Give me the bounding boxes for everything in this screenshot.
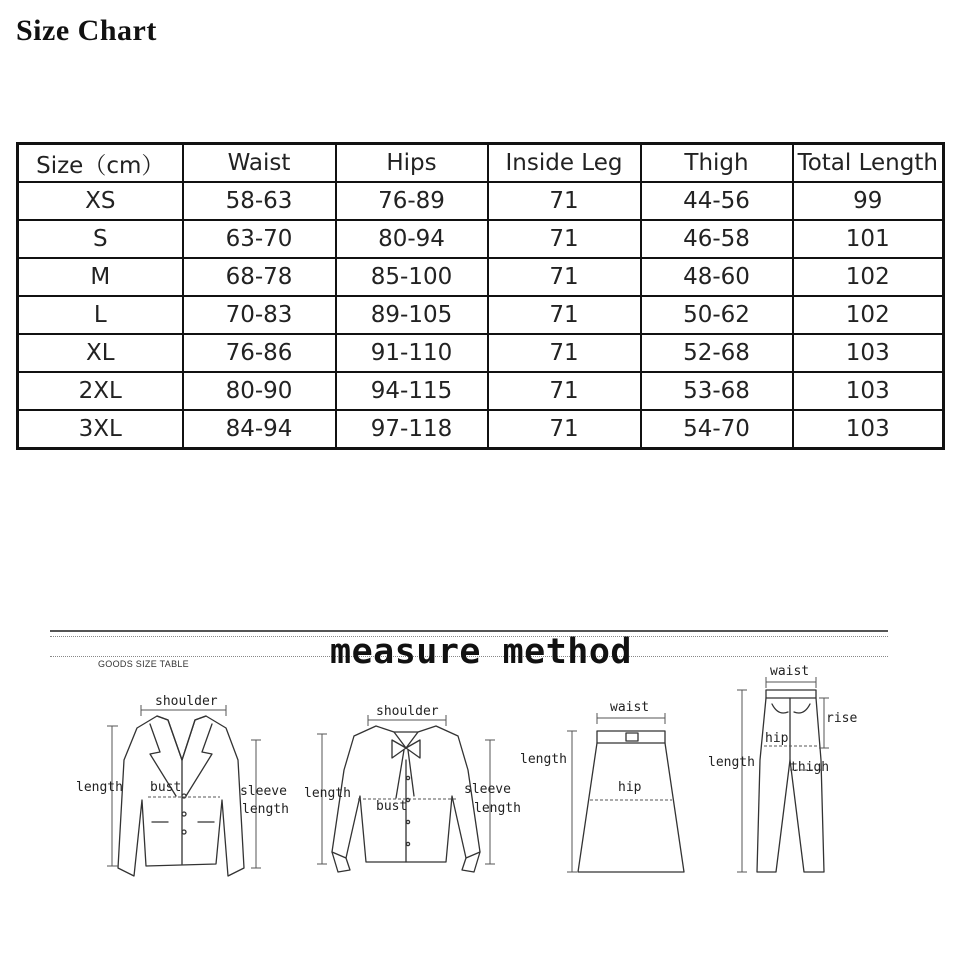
table-cell: 2XL — [18, 372, 183, 410]
table-cell: 71 — [488, 296, 641, 334]
table-cell: 71 — [488, 372, 641, 410]
table-cell: 97-118 — [336, 410, 488, 449]
table-cell: 58-63 — [183, 182, 336, 220]
jacket-shoulder-label: shoulder — [155, 694, 218, 709]
table-cell: 103 — [793, 410, 944, 449]
header-thigh: Thigh — [641, 144, 793, 183]
pants-thigh-label: thigh — [790, 760, 830, 775]
table-cell: XL — [18, 334, 183, 372]
blouse-length-label: length — [304, 786, 351, 801]
table-cell: 99 — [793, 182, 944, 220]
table-cell: XS — [18, 182, 183, 220]
table-cell: S — [18, 220, 183, 258]
table-cell: 53-68 — [641, 372, 793, 410]
table-cell: 102 — [793, 258, 944, 296]
jacket-sleeve-length-label: length — [242, 802, 289, 817]
skirt-waist-label: waist — [610, 700, 650, 715]
blouse-sleeve-length-label: length — [474, 801, 521, 816]
table-cell: L — [18, 296, 183, 334]
header-total-length: Total Length — [793, 144, 944, 183]
pants-waist-label: waist — [770, 664, 810, 679]
table-cell: 63-70 — [183, 220, 336, 258]
skirt-illustration — [578, 731, 684, 872]
table-cell: 54-70 — [641, 410, 793, 449]
header-hips: Hips — [336, 144, 488, 183]
table-cell: 102 — [793, 296, 944, 334]
skirt-length-label: length — [520, 752, 567, 767]
table-cell: 71 — [488, 410, 641, 449]
table-cell: 71 — [488, 334, 641, 372]
pants-illustration — [757, 690, 824, 872]
page-title: Size Chart — [16, 14, 157, 47]
table-cell: 68-78 — [183, 258, 336, 296]
table-cell: 70-83 — [183, 296, 336, 334]
table-cell: 94-115 — [336, 372, 488, 410]
jacket-sleeve-label: sleeve — [240, 784, 287, 799]
table-cell: 91-110 — [336, 334, 488, 372]
table-cell: 46-58 — [641, 220, 793, 258]
table-cell: 103 — [793, 334, 944, 372]
blouse-bust-label: bust — [376, 799, 408, 814]
skirt-hip-label: hip — [618, 780, 642, 795]
pants-rise-label: rise — [826, 711, 858, 726]
table-cell: 71 — [488, 220, 641, 258]
header-size: Size（cm） — [18, 144, 183, 183]
table-cell: 101 — [793, 220, 944, 258]
table-cell: 71 — [488, 182, 641, 220]
jacket-length-label: length — [76, 780, 123, 795]
table-cell: 3XL — [18, 410, 183, 449]
table-cell: 44-56 — [641, 182, 793, 220]
pants-length-label: length — [708, 755, 755, 770]
header-inside-leg: Inside Leg — [488, 144, 641, 183]
pants-hip-label: hip — [765, 731, 789, 746]
table-cell: M — [18, 258, 183, 296]
blouse-sleeve-label: sleeve — [464, 782, 511, 797]
measure-method-title: measure method — [330, 632, 633, 672]
table-cell: 84-94 — [183, 410, 336, 449]
table-cell: 85-100 — [336, 258, 488, 296]
table-cell: 76-86 — [183, 334, 336, 372]
table-cell: 52-68 — [641, 334, 793, 372]
table-cell: 50-62 — [641, 296, 793, 334]
table-cell: 103 — [793, 372, 944, 410]
header-waist: Waist — [183, 144, 336, 183]
jacket-illustration — [118, 716, 244, 876]
table-cell: 76-89 — [336, 182, 488, 220]
blouse-shoulder-label: shoulder — [376, 704, 439, 719]
table-cell: 48-60 — [641, 258, 793, 296]
jacket-bust-label: bust — [150, 780, 182, 795]
table-cell: 80-94 — [336, 220, 488, 258]
table-cell: 71 — [488, 258, 641, 296]
table-cell: 89-105 — [336, 296, 488, 334]
table-cell: 80-90 — [183, 372, 336, 410]
goods-size-table-label: GOODS SIZE TABLE — [98, 659, 189, 669]
